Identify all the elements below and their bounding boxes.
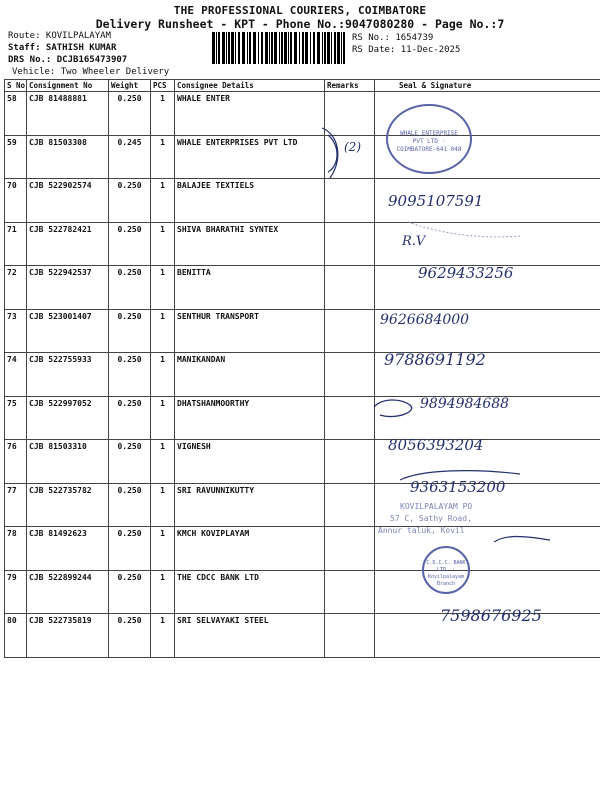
cell-consignee: BENITTA [175,266,325,310]
cell-weight: 0.250 [109,353,151,397]
rs-number: RS No.: 1654739 [352,33,434,43]
cell-sno: 74 [5,353,27,397]
cdcc-stamp-text: C.D.C.C. BANK LTD. · Kovilpalayam Branch [426,560,466,587]
col-pcs: PCS [151,80,175,92]
cell-consignee: DHATSHANMOORTHY [175,396,325,440]
staff-label: Staff: SATHISH KUMAR [8,43,117,53]
cell-pcs: 1 [151,135,175,179]
signature-row-75: 9894984688 [420,396,510,412]
cell-consignee: WHALE ENTERPRISES PVT LTD [175,135,325,179]
cell-sno: 75 [5,396,27,440]
company-title: THE PROFESSIONAL COURIERS, COIMBATORE [173,4,427,17]
cell-consignee: SRI RAVUNNIKUTTY [175,483,325,527]
cell-sno: 59 [5,135,27,179]
col-sno: S No [5,80,27,92]
cell-consignee: VIGNESH [175,440,325,484]
whale-stamp-text: WHALE ENTERPRISE PVT LTD · COIMBATORE-641 048 [396,130,462,153]
kovil-stamp-line3: Annur taluk, Kovil [378,526,465,535]
cell-sno: 58 [5,92,27,136]
cell-sno: 79 [5,570,27,614]
cell-weight: 0.250 [109,527,151,571]
cell-pcs: 1 [151,353,175,397]
cell-consignment: CJB 522997052 [27,396,109,440]
cell-weight: 0.250 [109,570,151,614]
cell-consignment: CJB 522735782 [27,483,109,527]
cell-pcs: 1 [151,483,175,527]
cell-sno: 72 [5,266,27,310]
cell-sno: 73 [5,309,27,353]
cell-pcs: 1 [151,570,175,614]
cell-pcs: 1 [151,614,175,658]
cell-weight: 0.250 [109,440,151,484]
kovil-stamp-line1: KOVILPALAYAM PO [400,502,473,511]
cell-consignee: THE CDCC BANK LTD [175,570,325,614]
cell-pcs: 1 [151,527,175,571]
cell-consignment: CJB 522782421 [27,222,109,266]
cell-consignment: CJB 522755933 [27,353,109,397]
cdcc-stamp [422,546,470,594]
cell-consignment: CJB 522735819 [27,614,109,658]
remark-handwriting: (2) [344,140,361,154]
cell-pcs: 1 [151,92,175,136]
cell-pcs: 1 [151,440,175,484]
cell-consignee: SENTHUR TRANSPORT [175,309,325,353]
whale-stamp [386,104,472,174]
cell-weight: 0.245 [109,135,151,179]
col-consignment: Consignment No [27,80,109,92]
col-signature: Seal & Signature [375,80,600,92]
signature-row-80: 7598676925 [440,606,542,625]
cell-weight: 0.250 [109,309,151,353]
cell-sno: 78 [5,527,27,571]
col-weight: Weight [109,80,151,92]
cell-weight: 0.250 [109,222,151,266]
cell-pcs: 1 [151,396,175,440]
cell-consignment: CJB 81492623 [27,527,109,571]
runsheet-title: Delivery Runsheet - KPT - Phone No.:9047080280 - Page No.:7 [95,17,505,31]
cell-sno: 77 [5,483,27,527]
signature-row-74: 9788691192 [384,350,486,369]
drs-label: DRS No.: DCJB165473907 [8,55,128,65]
signature-row-76: 8056393204 [388,436,484,454]
cell-consignee: KMCH KOVIPLAYAM [175,527,325,571]
cell-weight: 0.250 [109,179,151,223]
cell-consignee: BALAJEE TEXTIELS [175,179,325,223]
cell-weight: 0.250 [109,614,151,658]
signature-row-70: 9095107591 [388,192,484,210]
cell-consignment: CJB 523001407 [27,309,109,353]
cell-sno: 71 [5,222,27,266]
cell-consignee: SRI SELVAYAKI STEEL [175,614,325,658]
cell-weight: 0.250 [109,92,151,136]
cell-consignment: CJB 81503310 [27,440,109,484]
signature-row-72: 9629433256 [418,264,514,282]
cell-pcs: 1 [151,309,175,353]
cell-consignment: CJB 522942537 [27,266,109,310]
col-consignee: Consignee Details [175,80,325,92]
cell-sno: 80 [5,614,27,658]
kovil-stamp-line2: 57 C, Sathy Road, [390,514,472,523]
signature-row-71: R.V [402,234,426,249]
signature-row-77: 9363153200 [410,478,506,496]
cell-pcs: 1 [151,179,175,223]
cell-weight: 0.250 [109,483,151,527]
rs-date: RS Date: 11-Dec-2025 [352,45,461,55]
cell-consignment: CJB 81488881 [27,92,109,136]
cell-consignee: SHIVA BHARATHI SYNTEX [175,222,325,266]
cell-weight: 0.250 [109,266,151,310]
cell-sno: 70 [5,179,27,223]
cell-sno: 76 [5,440,27,484]
route-label: Route: KOVILPALAYAM [8,31,111,41]
cell-pcs: 1 [151,222,175,266]
col-remarks: Remarks [325,80,375,92]
cell-pcs: 1 [151,266,175,310]
cell-consignment: CJB 81503308 [27,135,109,179]
vehicle-label: Vehicle: Two Wheeler Delivery [12,67,170,77]
cell-weight: 0.250 [109,396,151,440]
cell-consignment: CJB 522902574 [27,179,109,223]
cell-consignee: MANIKANDAN [175,353,325,397]
cell-consignee: WHALE ENTER [175,92,325,136]
cell-consignment: CJB 522899244 [27,570,109,614]
signature-row-73: 9626684000 [380,312,470,328]
